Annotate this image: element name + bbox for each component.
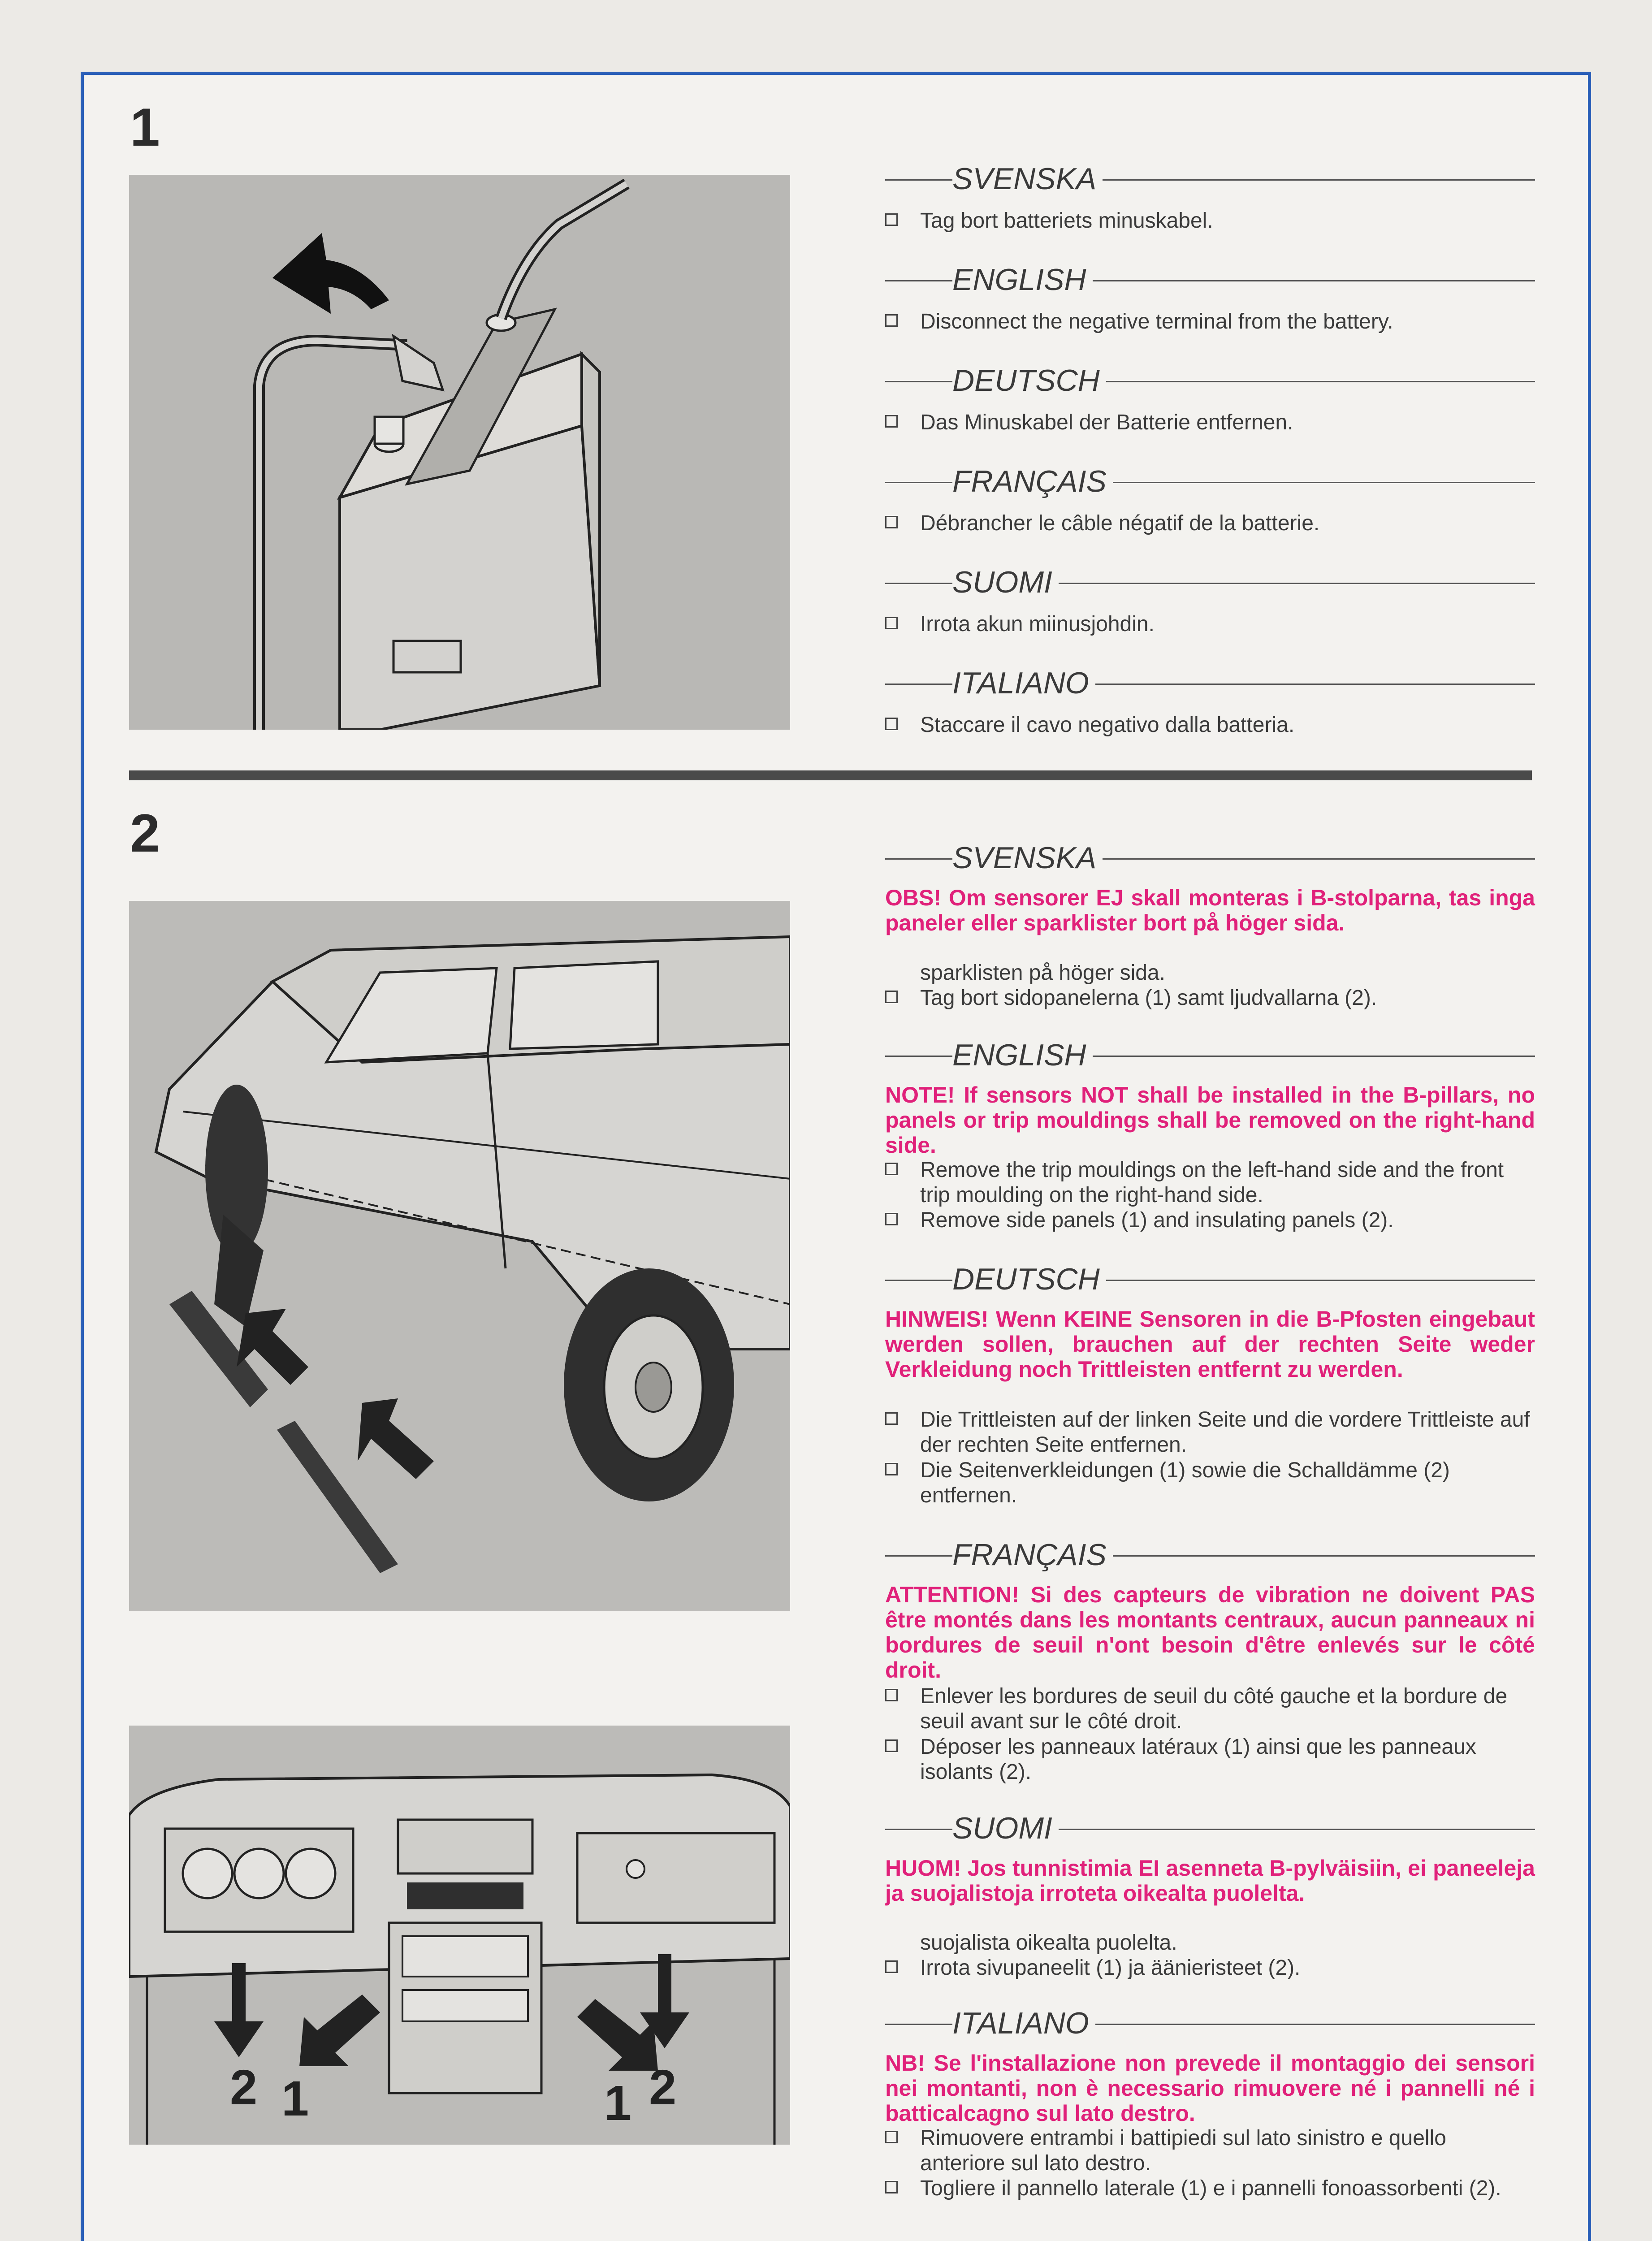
language-header	[885, 565, 1535, 599]
language-header	[885, 262, 1535, 297]
language-header	[885, 1038, 1535, 1072]
instruction-item: Irrota sivupaneelit (1) ja äänieristeet (2).	[885, 1955, 1535, 1981]
battery-illustration	[129, 175, 790, 730]
instruction-item: Remove side panels (1) and insulating panels (2).	[885, 1208, 1535, 1233]
checkbox[interactable]	[885, 1213, 898, 1225]
language-header	[885, 1537, 1535, 1572]
dashboard-label: 1	[604, 2076, 632, 2131]
language-name: ITALIANO	[952, 666, 1095, 701]
section-divider	[129, 770, 1532, 780]
checkbox[interactable]	[885, 2181, 898, 2193]
instruction-item: Disconnect the negative terminal from the battery.	[885, 309, 1535, 334]
language-name: SVENSKA	[952, 840, 1103, 875]
language-name: FRANÇAIS	[952, 464, 1113, 499]
warning-note: NB! Se l'installazione non prevede il montaggio dei sensori nei montanti, non è necessario rimuovere né i pannelli né i batticalcagno sul lato destro.	[885, 2051, 1535, 2126]
instruction-item: Rimuovere entrambi i battipiedi sul lato sinistro e quello anteriore sul lato destro.	[885, 2126, 1535, 2176]
checkbox[interactable]	[885, 1412, 898, 1425]
dashboard-illustration	[129, 1726, 790, 2145]
checkbox[interactable]	[885, 991, 898, 1003]
language-header	[885, 1262, 1535, 1296]
language-header	[885, 840, 1535, 875]
instruction-item: Remove the trip mouldings on the left-hand side and the front trip moulding on the right-hand side.	[885, 1158, 1535, 1208]
checkbox[interactable]	[885, 617, 898, 629]
checkbox[interactable]	[885, 1463, 898, 1475]
instruction-item: Tag bort sidopanelerna (1) samt ljudvallarna (2).	[885, 986, 1535, 1011]
instruction-text: suojalista oikealta puolelta.	[920, 1931, 1177, 1955]
language-name: SUOMI	[952, 1811, 1059, 1846]
car-side-illustration	[129, 901, 790, 1611]
language-header	[885, 666, 1535, 700]
instruction-item: Die Trittleisten auf der linken Seite und die vordere Trittleiste auf der rechten Seite entfernen.	[885, 1407, 1535, 1458]
instruction-text: sparklisten på höger sida.	[920, 961, 1165, 985]
instruction-item: Togliere il pannello laterale (1) e i pannelli fonoassorbenti (2).	[885, 2176, 1535, 2201]
language-name: FRANÇAIS	[952, 1537, 1113, 1572]
language-name: SUOMI	[952, 565, 1059, 600]
language-name: DEUTSCH	[952, 363, 1106, 398]
step-number: 2	[130, 803, 160, 863]
language-header	[885, 363, 1535, 398]
instruction-item: Die Seitenverkleidungen (1) sowie die Schalldämme (2) entfernen.	[885, 1458, 1535, 1508]
checkbox[interactable]	[885, 516, 898, 528]
checkbox[interactable]	[885, 1960, 898, 1973]
warning-note: NOTE! If sensors NOT shall be installed in the B-pillars, no panels or trip mouldings shall be removed on the right-hand side.	[885, 1082, 1535, 1158]
language-header	[885, 161, 1535, 196]
instruction-item: Das Minuskabel der Batterie entfernen.	[885, 410, 1535, 435]
language-header	[885, 2006, 1535, 2040]
checkbox[interactable]	[885, 314, 898, 327]
dashboard-label: 1	[281, 2071, 309, 2126]
language-name: ENGLISH	[952, 262, 1093, 297]
warning-note: ATTENTION! Si des capteurs de vibration ne doivent PAS être montés dans les montants centraux, aucun panneaux ni bordures de seuil n'ont besoin d'être enlevés sur le côté droit.	[885, 1582, 1535, 1683]
instruction-item: Irrota akun miinusjohdin.	[885, 612, 1535, 637]
language-name: DEUTSCH	[952, 1262, 1106, 1297]
checkbox[interactable]	[885, 1739, 898, 1752]
instruction-item: Staccare il cavo negativo dalla batteria.	[885, 713, 1535, 738]
checkbox[interactable]	[885, 2131, 898, 2143]
step-number: 1	[130, 97, 160, 157]
checkbox[interactable]	[885, 415, 898, 428]
language-name: ITALIANO	[952, 2006, 1095, 2041]
instruction-item: Débrancher le câble négatif de la batterie.	[885, 511, 1535, 536]
warning-note: HUOM! Jos tunnistimia EI asenneta B-pylväisiin, ei paneeleja ja suojalistoja irroteta oikealta puolelta.	[885, 1856, 1535, 1906]
checkbox[interactable]	[885, 718, 898, 730]
language-name: SVENSKA	[952, 161, 1103, 196]
instruction-item: Tag bort batteriets minuskabel.	[885, 208, 1535, 234]
language-header	[885, 464, 1535, 498]
dashboard-label: 2	[230, 2060, 258, 2115]
warning-note: HINWEIS! Wenn KEINE Sensoren in die B-Pfosten eingebaut werden sollen, brauchen auf der rechten Seite weder Verkleidung noch Trittleisten entfernt zu werden.	[885, 1307, 1535, 1382]
instruction-item: Déposer les panneaux latéraux (1) ainsi que les panneaux isolants (2).	[885, 1735, 1535, 1785]
warning-note: OBS! Om sensorer EJ skall monteras i B-stolparna, tas inga paneler eller sparklister bort på höger sida.	[885, 885, 1535, 935]
language-name: ENGLISH	[952, 1038, 1093, 1073]
language-header	[885, 1811, 1535, 1845]
checkbox[interactable]	[885, 1689, 898, 1701]
instruction-item: Enlever les bordures de seuil du côté gauche et la bordure de seuil avant sur le côté droit.	[885, 1684, 1535, 1734]
dashboard-label: 2	[649, 2060, 677, 2115]
checkbox[interactable]	[885, 1163, 898, 1175]
checkbox[interactable]	[885, 213, 898, 226]
